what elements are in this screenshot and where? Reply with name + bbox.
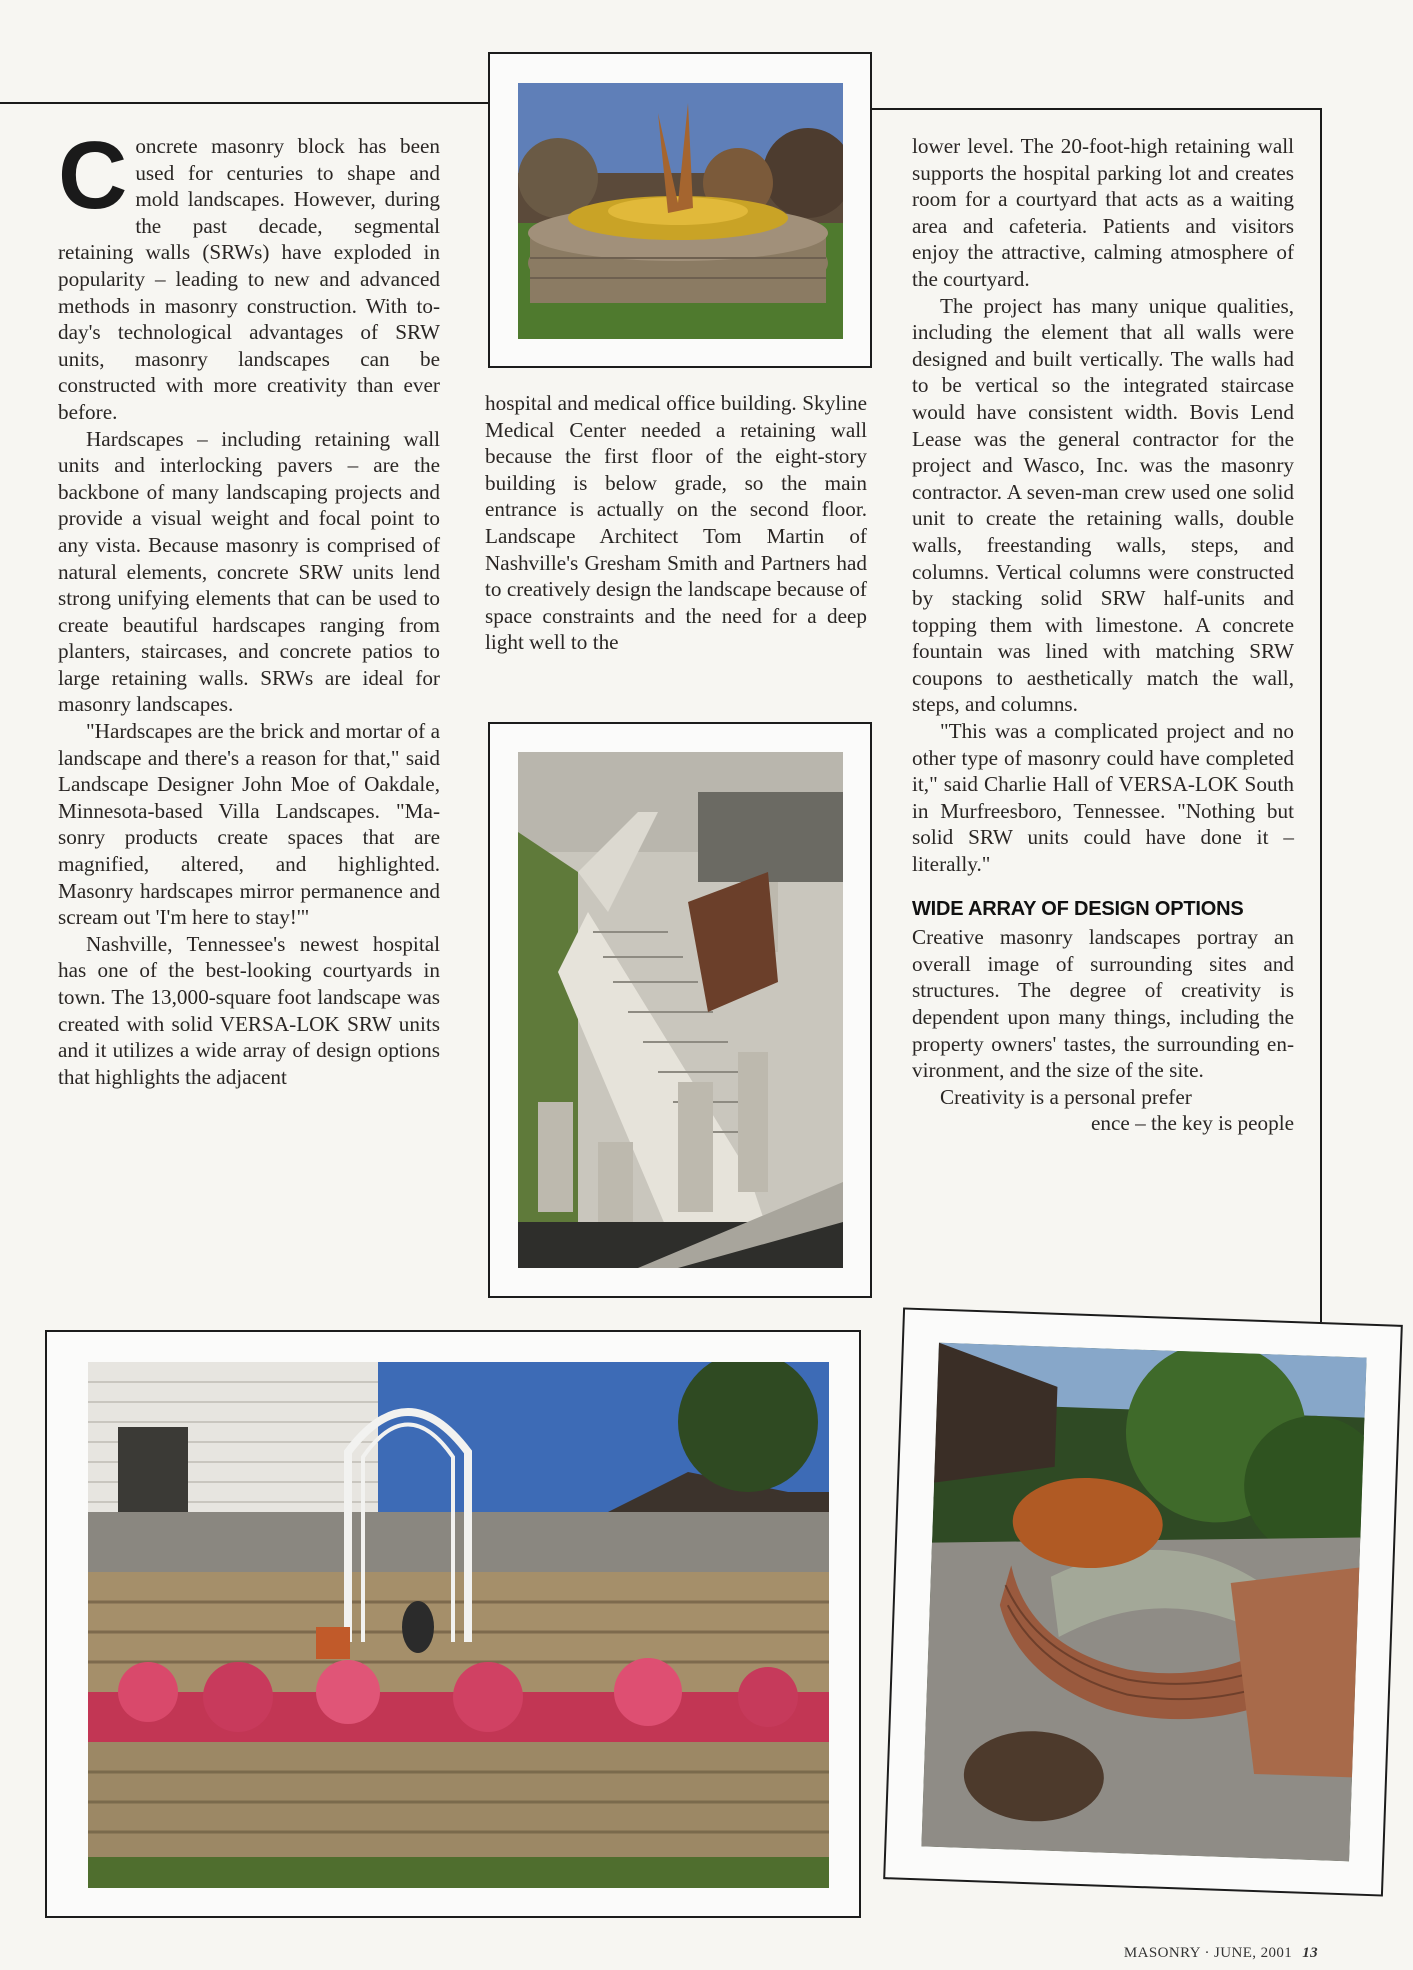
paragraph-quote-hall: "This was a complicated project and no other type of masonry could have completed it," said Charlie Hall of VERSA-LOK South in Murfreesboro, Tennessee. "Nothing but solid SRW units could have done it – literally." <box>912 719 1294 877</box>
paragraph-skyline: hospital and medical office building. Skyline Medical Center needed a retaining wall because the first floor of the eight-story building is below grade, so the main entrance is actually on the second floor. Landscape Architect Tom Martin of Nashville's Gresham Smith and Partners had to creatively design the landscape because of space constraints and the need for a deep light well to the <box>485 391 867 655</box>
drop-cap: C <box>58 122 128 229</box>
article-column-1 <box>58 122 440 1090</box>
article-column-2 <box>485 390 867 656</box>
paragraph-hardscapes: Hardscapes – including retaining wall units and interlocking pavers – are the backbone of many landscaping projects and provide a visual weight and focal point to any vista. Because masonry is comprised of natural elements, concrete SRW units lend strong unifying elements that can be used to create beautiful hardscapes ranging from planters, staircases, and concrete patios to large retaining walls. SRWs are ideal for masonry landscapes. <box>58 426 440 717</box>
paragraph-quote-moe: "Hardscapes are the brick and mortar of a landscape and there's a reason for that," said Landscape Designer John Moe of Oakdale, Minnesota-based Villa Landscapes. "Masonry products create spaces that are magnified, altered, and highlighted. Masonry hardscapes mirror permanence and scream out 'I'm here to stay!'" <box>58 719 440 930</box>
arbor-image <box>88 1362 829 1888</box>
folio-publication: MASONRY · JUNE, 2001 <box>1123 1945 1293 1961</box>
article-column-3 <box>912 133 1294 1137</box>
planter-image <box>518 83 843 339</box>
photo-staircase <box>518 752 843 1268</box>
paragraph-lower-level: lower level. The 20-foot-high retaining wall supports the hospital parking lot and creates room for a courtyard that acts as a waiting area and cafeteria. Patients and visitors enjoy the attractive, calming atmosphere of the courtyard. <box>912 134 1294 291</box>
curved-wall-image <box>921 1343 1366 1862</box>
paragraph-creative: Creative masonry landscapes portray an overall image of surrounding sites and structures. The degree of creativity is dependent upon many things, including the property owners' tastes, the surrounding environment, and the size of the site. <box>912 925 1294 1083</box>
page-number: 13 <box>1302 1945 1318 1961</box>
photo-arbor-garden <box>88 1362 829 1888</box>
intro-text: oncrete masonry block has been used for centuries to shape and mold landscapes. However, during the past decade, segmental retaining walls (SRWs) have exploded in popularity – leading to new and advanced methods in masonry construction. With today's technological advantages of SRW units, masonry landscapes can be constructed with more creativity than ever before. <box>58 134 440 424</box>
paragraph-creativity-a: Creativity is a personal prefer <box>940 1084 1192 1109</box>
photo-curved-wall <box>921 1343 1366 1862</box>
paragraph-nashville: Nashville, Tennessee's newest hospital has one of the best-looking courtyards in town. The 13,000-square foot landscape was created with solid VERSA-LOK SRW units and it utilizes a wide array of design options that highlights the adjacent <box>58 931 440 1089</box>
paragraph-creativity-b: ence – the key is people <box>1091 1111 1294 1136</box>
top-rule-left <box>0 102 488 104</box>
staircase-image <box>518 752 843 1268</box>
intro-paragraph <box>58 122 440 426</box>
section-heading: WIDE ARRAY OF DESIGN OPTIONS <box>912 897 1244 920</box>
top-rule-right <box>870 108 1322 110</box>
paragraph-unique-qualities: The project has many unique qualities, including the element that all walls were designed and built vertically. The walls had to be vertical so the integrated staircase would have consistent width. Bovis Lend Lease was the general contractor for the project and Wasco, Inc. was the masonry contractor. A seven-man crew used one solid unit to create the retaining walls, double walls, freestanding walls, steps, and columns. Vertical columns were constructed by stacking solid SRW half-units and topping them with limestone. A concrete fountain was lined with matching SRW coupons to aesthetically match the wall, steps, and columns. <box>912 293 1294 717</box>
photo-round-planter <box>518 83 843 339</box>
folio <box>1124 1945 1318 1962</box>
right-rule <box>1320 108 1322 1338</box>
